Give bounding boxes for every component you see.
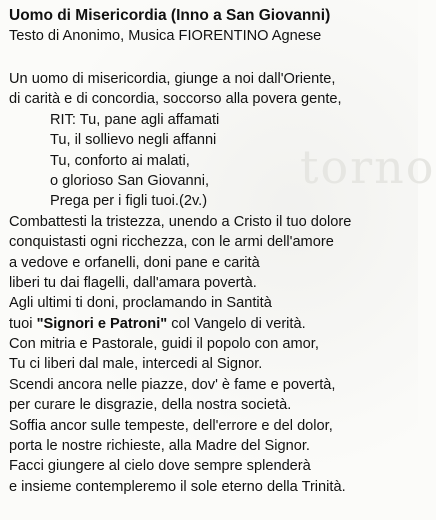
lyric-line: a vedove e orfanelli, doni pane e carità [9,254,260,271]
lyric-line: Tu ci liberi dal male, intercedi al Signor. [9,356,263,373]
lyric-line-patroni [9,314,414,334]
lyric-line: Un uomo di misericordia, giunge a noi dall'Oriente, [9,71,336,87]
chorus-line: Prega per i figli tuoi.(2v.) [50,193,208,210]
patroni-bold-text: "Signori e Patroni" [36,315,168,332]
lyric-line: Scendi ancora nelle piazze, dov' è fame e povertà, [9,376,336,393]
patroni-prefix: tuoi [9,315,37,332]
lyric-line: per curare le disgrazie, della nostra società. [9,397,292,414]
lyric-line: conquistasti ogni ricchezza, con le armi dell'amore [9,234,334,251]
chorus-line: o glorioso San Giovanni, [50,172,210,189]
lyric-line: Agli ultimi ti doni, proclamando in Santità [9,295,272,312]
background-watermark-text: torno [300,140,436,194]
chorus-line: RIT: Tu, pane agli affamati [50,111,220,128]
chorus-line: Tu, conforto ai malati, [50,152,190,169]
lyric-line: porta le nostre richieste, alla Madre del Signor. [9,438,310,455]
lyric-line: di carità e di concordia, soccorso alla povera gente, [9,91,342,108]
chorus-line: Tu, il sollievo negli affanni [50,132,217,149]
lyric-line: e insieme contempleremo il sole eterno della Trinità. [9,478,346,495]
song-title: Uomo di Misericordia (Inno a San Giovanni) [9,7,331,24]
lyric-line: Combattesti la tristezza, unendo a Cristo il tuo dolore [9,213,352,230]
lyric-line: Soffia ancor sulle tempeste, dell'errore e del dolor, [9,417,333,434]
lyric-line: liberi tu dai flagelli, dall'amara povertà. [9,274,257,291]
patroni-suffix: col Vangelo di verità. [167,315,306,332]
lyrics [9,69,414,497]
lyric-line: Con mitria e Pastorale, guidi il popolo con amor, [9,336,319,353]
lyric-line: Facci giungere al cielo dove sempre splenderà [9,458,311,475]
song-credits: Testo di Anonimo, Musica FIORENTINO Agnese [9,28,322,44]
